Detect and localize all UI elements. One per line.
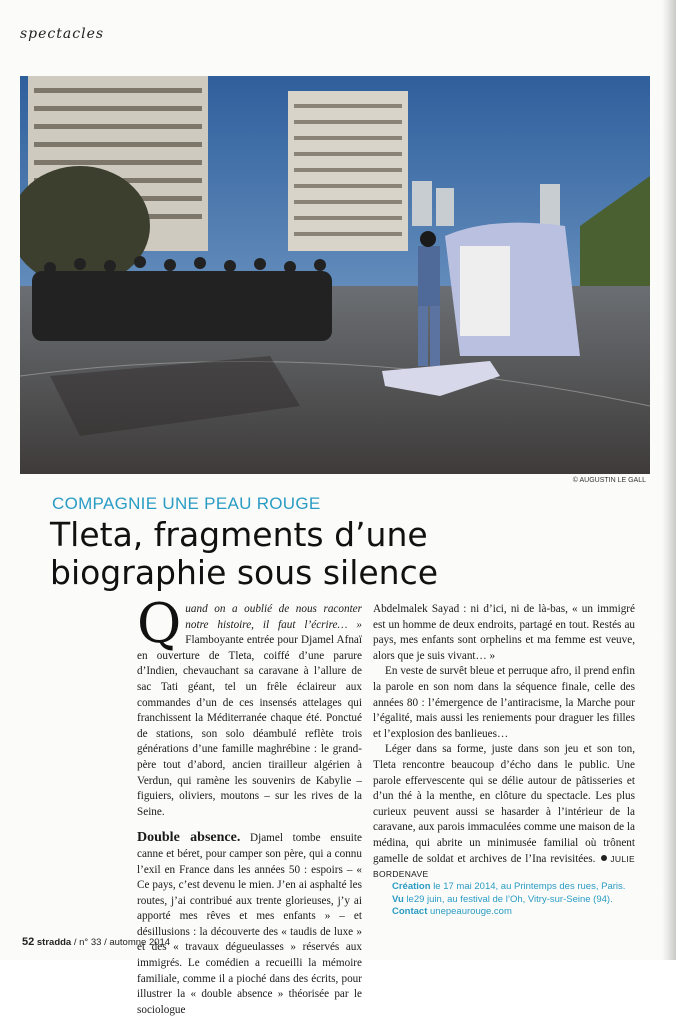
photo-illustration [20, 76, 650, 474]
drop-cap: Q [137, 592, 182, 655]
lead-quote: uand on a oublié de nous raconter notre histoire, il faut l’écrire… » [185, 603, 362, 631]
page-gutter [662, 0, 676, 960]
show-info-box [392, 881, 652, 919]
bullet-icon [601, 855, 607, 861]
seen-text: le29 juin, au festival de l’Oh, Vitry-sur-Seine (94). [406, 893, 613, 905]
contact-label: Contact [392, 906, 428, 918]
body-paragraph: Abdelmalek Sayad : ni d’ici, ni de là-bas, « un immigré est un homme de deux endroits, partagé en tout. Restés au pays, mes enfants sont orphelins et ma femme est veuve, alors que je suis vivant… » [373, 603, 635, 662]
article-column-1 [137, 592, 362, 1018]
contact-link[interactable]: unepeaurouge.com [430, 906, 512, 918]
body-paragraph: En veste de survêt bleue et perruque afro, il prend enfin la parole en son nom dans la séquence finale, celle des années 80 : l’émergence de l’antiracisme, la Marche pour l’égalité, mais aussi les reniements pour draguer les filles et l’explosion des banlieues… [373, 665, 635, 740]
photo-credit: © AUGUSTIN LE GALL [572, 477, 646, 484]
page-number: 52 [22, 936, 35, 948]
page-footer [22, 936, 170, 948]
author-signature: JULIE BORDENAVE [373, 853, 635, 880]
creation-text: le 17 mai 2014, au Printemps des rues, Paris. [433, 881, 626, 892]
creation-label: Création [392, 881, 431, 892]
body-paragraph: Léger dans sa forme, juste dans son jeu et son ton, Tleta rencontre beaucoup d’écho dans le public. Une parole effervescente qui se délie autour de pâtisseries et d’un thé à la menthe, en clôture du spectacle. Les plus curieux peuvent aussi se hasarder à l’intérieur de la caravane, aux parois immaculées comme une maison de la médina, qui abrite un minimusée familial où trônent gamelle de soldat et archives de l’Ina revisitées. [373, 743, 635, 865]
article-column-2 [373, 602, 635, 883]
subheading: Double absence. [137, 830, 241, 846]
body-paragraph: Flamboyante entrée pour Djamel Afnaï en ouverture de Tleta, coiffé d’une parure d’Indien, chevauchant sa caravane à l’allure de sac Tati géant, tel un frêle éclaireur aux commandes d’un de ces insensés attelages qui franchissent la Méditerranée chaque été. Ponctué de stations, son solo déambulé reflète trois générations d’une famille maghrébine : le grand-père tout d’abord, ancien tirailleur algérien à Verdun, qui ramène les souvenirs de Kabylie – figuiers, oliviers, moutons – sur les rives de la Seine. [137, 634, 362, 818]
magazine-name: stradda [36, 937, 72, 948]
seen-label: Vu [392, 893, 404, 905]
issue-info: / n° 33 / automne 2014 [73, 937, 171, 948]
section-label: spectacles [20, 26, 105, 42]
body-paragraph: Djamel tombe ensuite canne et béret, pour camper son père, qui a connu l’exil en France dans les années 50 : espoirs – « Ce pays, c’est devenu le mien. J’en ai asphalté les routes, j’ai contribué aux trente glorieuses, j’y ai apporté mes rêves et mes enfants » – et désillusions : la découverte des « taudis de luxe » et des « travaux dégueulasses » réservés aux immigrés. Le comédien a recueilli la mémoire familiale, comme il a pioché dans des écrits, pour illustrer la « double absence » théorisée par le sociologue [137, 832, 362, 1016]
article-title: Tleta, fragments d’une biographie sous silence [50, 515, 439, 592]
company-name: COMPAGNIE UNE PEAU ROUGE [52, 494, 321, 513]
article-photo [20, 76, 650, 474]
